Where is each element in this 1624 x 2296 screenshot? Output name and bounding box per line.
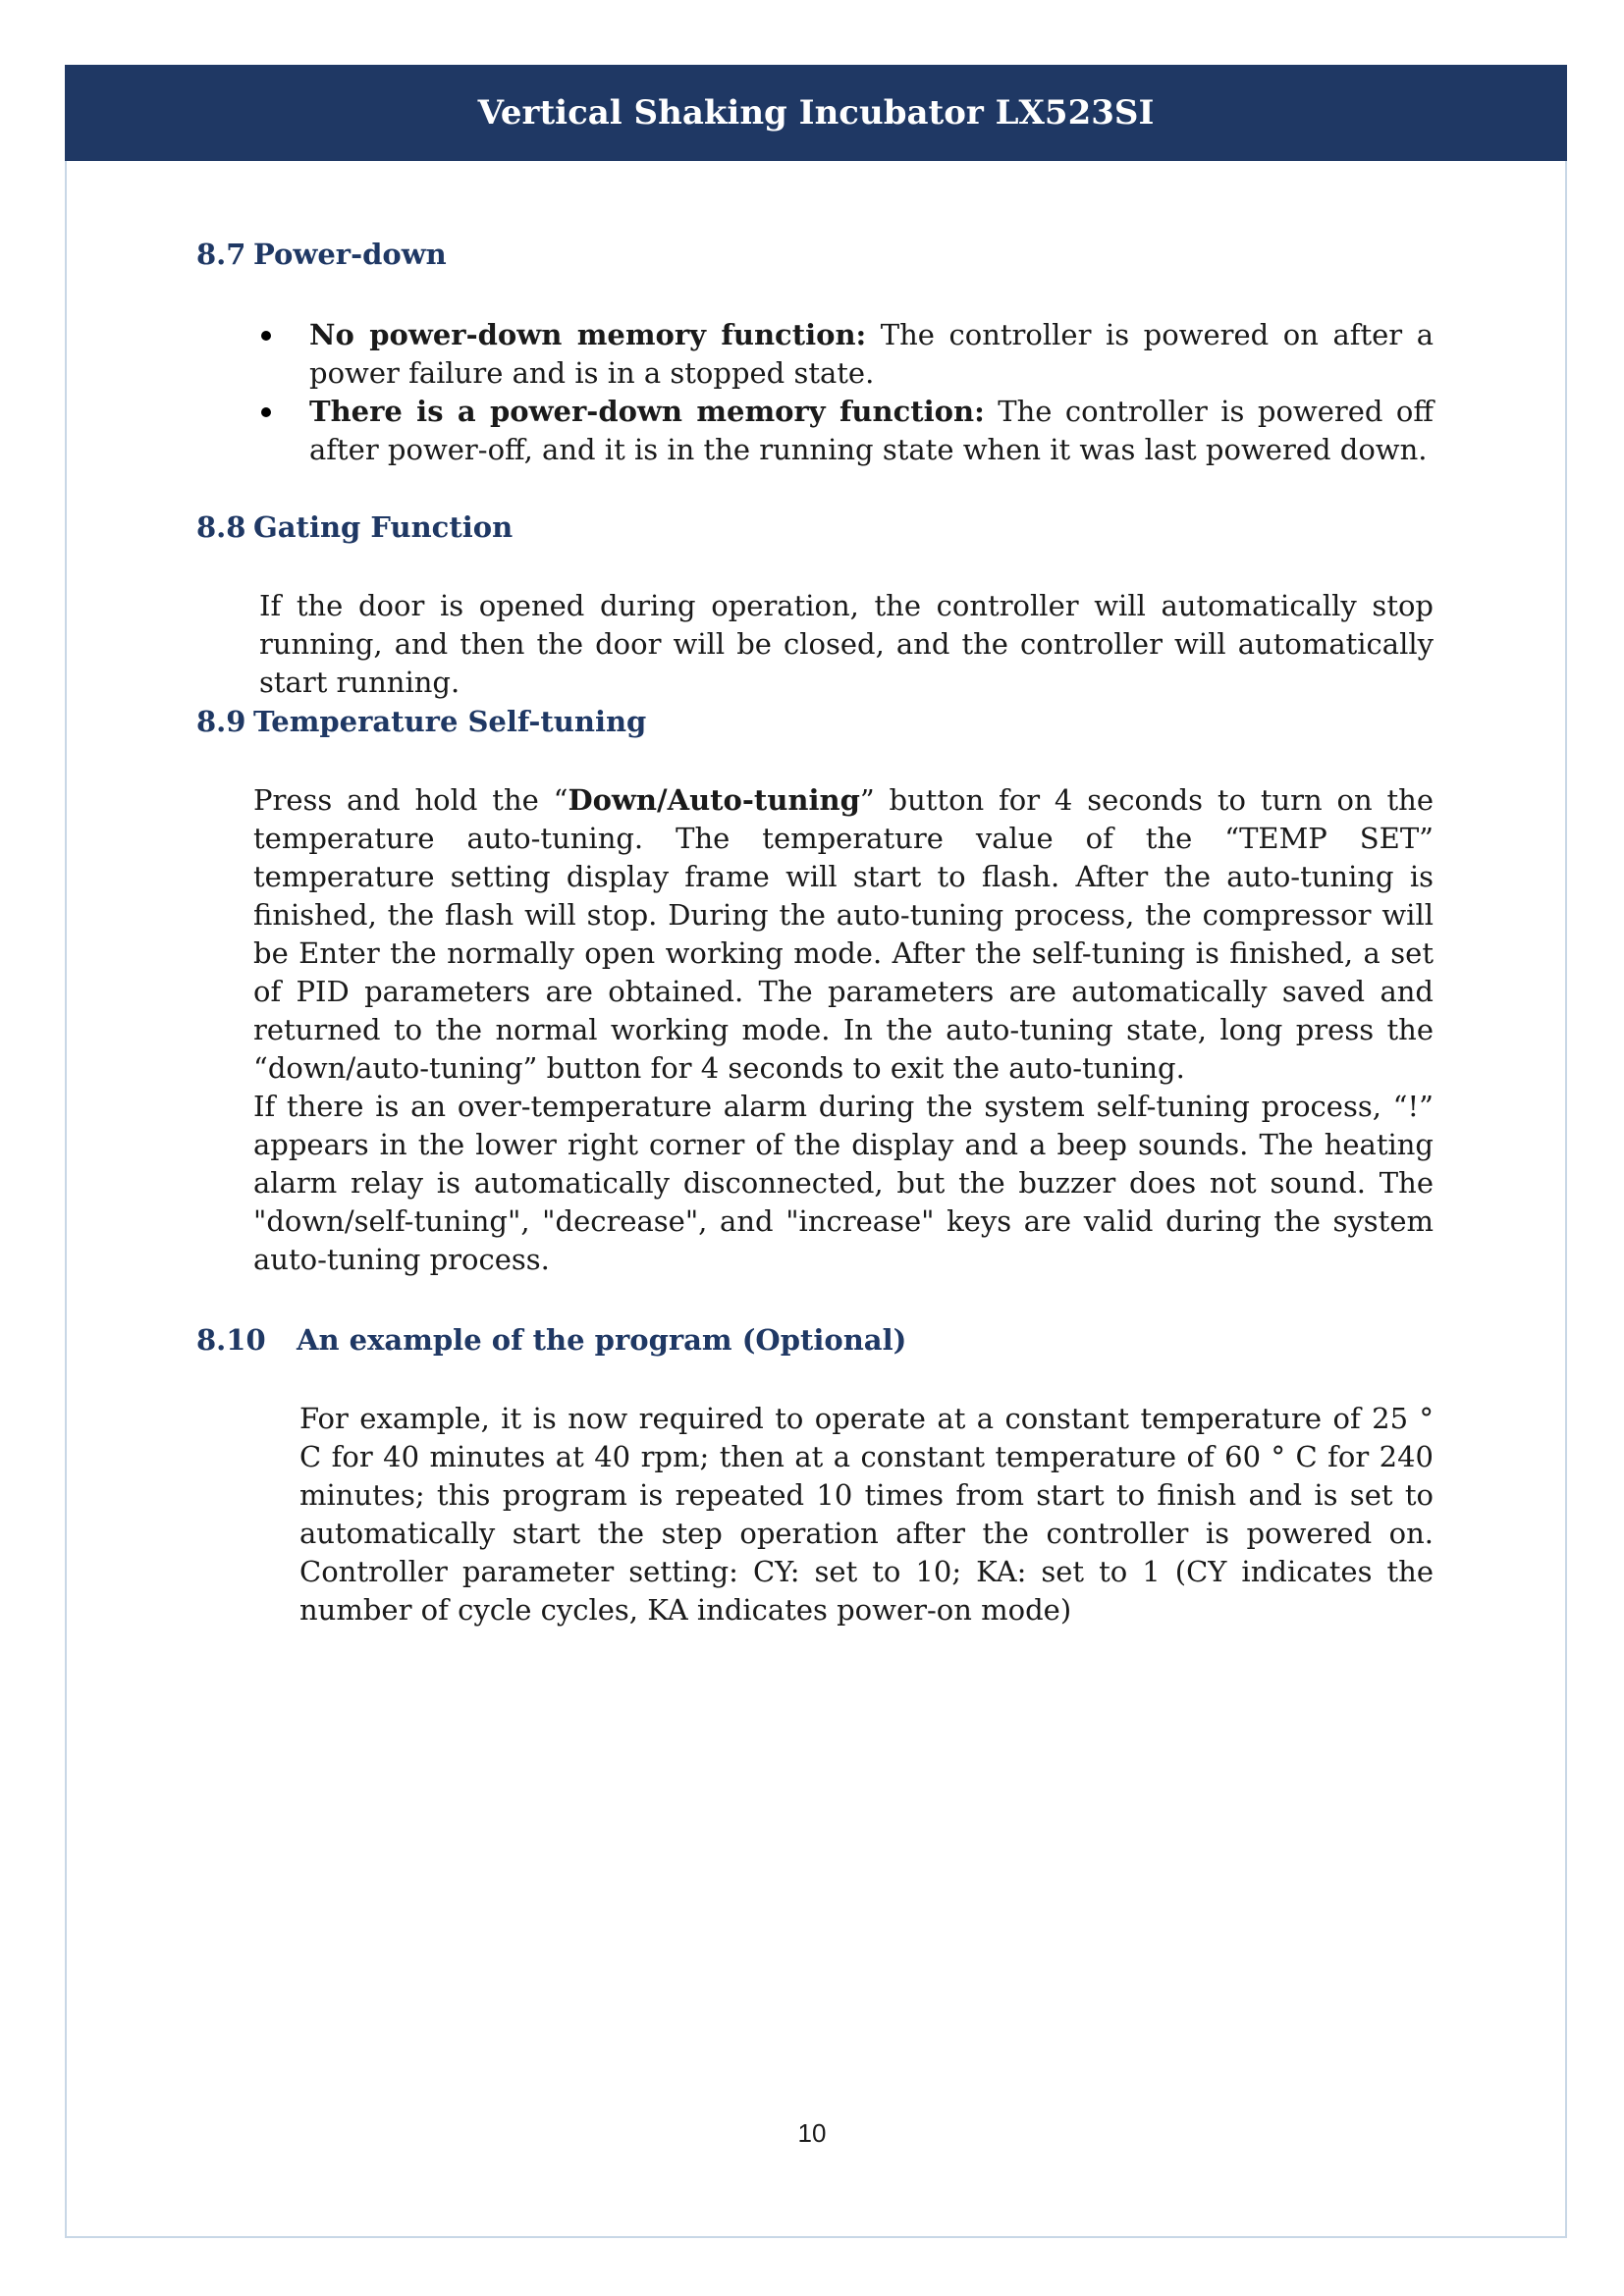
header-bar [65,65,1567,161]
list-item [255,316,1434,393]
self-tuning-paragraph-2: If there is an over-temperature alarm during the system self-tuning process, “!” appears in the lower right corner of the display and a beep sounds. The heating alarm relay is automatically disconnected, but the buzzer does not sound. The "down/self-tuning", "decrease", and "increase" keys are valid during the system auto-tuning process. [253,1090,1434,1276]
section-title: Power-down [253,238,447,271]
button-name-bold: Down/Auto-tuning [568,783,860,817]
section-heading-8-7 [196,238,447,271]
bullet-text: The controller is powered on after a power failure and is in a stopped state. [309,318,1434,390]
bullet-icon [261,331,271,341]
section-heading-8-8 [196,510,513,544]
power-down-bullet-list [255,316,1434,469]
self-tuning-paragraph-1 [253,781,1434,1088]
section-number: 8.10 [196,1323,266,1357]
text-run: Press and hold the “ [253,783,568,817]
section-number: 8.7 [196,238,246,271]
bullet-text: The controller is powered off after power-off, and it is in the running state when it was last powered down. [309,395,1434,466]
section-title: An example of the program (Optional) [297,1323,907,1357]
section-heading-8-10 [196,1323,906,1357]
section-heading-8-9 [196,705,646,738]
document-title: Vertical Shaking Incubator LX523SI [477,93,1155,133]
section-title: Gating Function [253,510,514,544]
gating-paragraph: If the door is opened during operation, the controller will automatically stop running, and then the door will be closed, and the controller will automatically start running. [259,589,1434,699]
section-title: Temperature Self-tuning [253,705,647,738]
bullet-lead: No power-down memory function: [309,318,867,351]
program-example-paragraph: For example, it is now required to operate at a constant temperature of 25 ° C for 40 minutes at 40 rpm; then at a constant temperature of 60 ° C for 240 minutes; this program is repeated 10 times from start to finish and is set to automatically start the step operation after the controller is powered on. Controller parameter setting: CY: set to 10; KA: set to 1 (CY indicates the number of cycle cycles, KA indicates power-on mode) [299,1402,1434,1627]
text-run: ” button for 4 seconds to turn on the temperature auto-tuning. The temperature value of the “TEMP SET” temperature setting display frame will start to flash. After the auto-tuning is finished, the flash will stop. During the auto-tuning process, the compressor will be Enter the normally open working mode. After the self-tuning is finished, a set of PID parameters are obtained. The parameters are automatically saved and returned to the normal working mode. In the auto-tuning state, long press the “down/auto-tuning” button for 4 seconds to exit the auto-tuning. [253,783,1434,1085]
section-number: 8.9 [196,705,246,738]
section-number: 8.8 [196,510,246,544]
bullet-lead: There is a power-down memory function: [309,395,985,428]
page-number: 10 [797,2118,827,2148]
bullet-icon [261,407,271,417]
list-item [255,393,1434,469]
